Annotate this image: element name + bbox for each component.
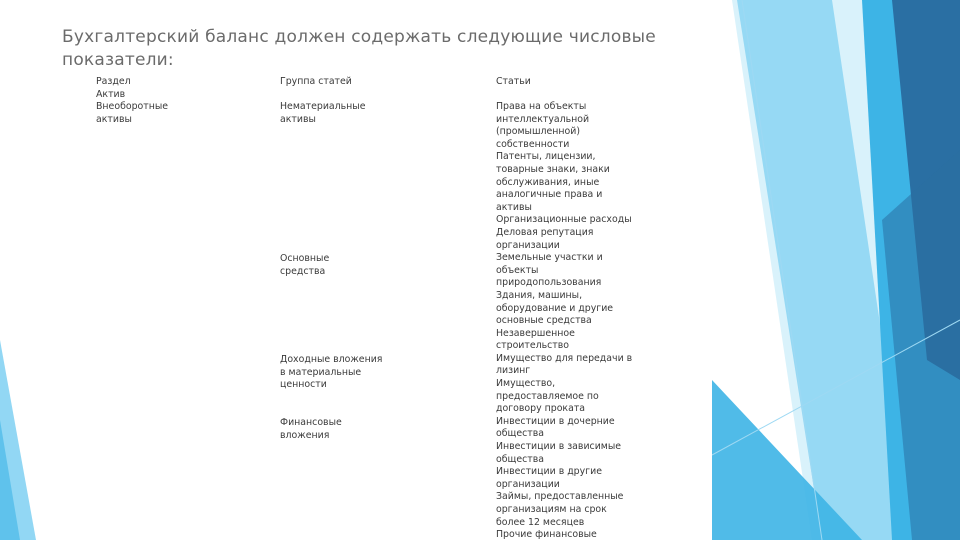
table-header-section: Раздел Актив Внеоборотные активы: [96, 76, 169, 125]
slide-title: Бухгалтерский баланс должен содержать следующие числовые показатели:: [62, 27, 656, 70]
left-decoration: [0, 0, 40, 540]
group-fixed-assets: Основные средства: [280, 253, 330, 277]
group-financial-investments: Финансовые вложения: [280, 417, 342, 441]
group-intangible-assets: Нематериальные активы: [280, 101, 366, 125]
group-income-investments: Доходные вложения в материальные ценности: [280, 354, 383, 391]
table-header-group: Группа статей: [280, 76, 352, 87]
table-header-items: Статьи: [496, 76, 531, 87]
table-items-list: Права на объекты интеллектуальной (промышленной) собственности Патенты, лицензии, товарные знаки, знаки обслуживания, иные аналогичные права и активы Организационные расходы Деловая репутация организации Земельные участки и объекты природопользования Здания, машины, оборудование и другие основные средства Незавершенное строительство Имущество для передачи в лизинг Имущество, предоставляемое по договору проката Инвестиции в дочерние общества Инвестиции в зависимые общества Инвестиции в другие организации Займы, предоставленные организациям на срок более 12 месяцев Прочие финансовые: [496, 101, 633, 541]
right-decoration: [712, 0, 960, 540]
